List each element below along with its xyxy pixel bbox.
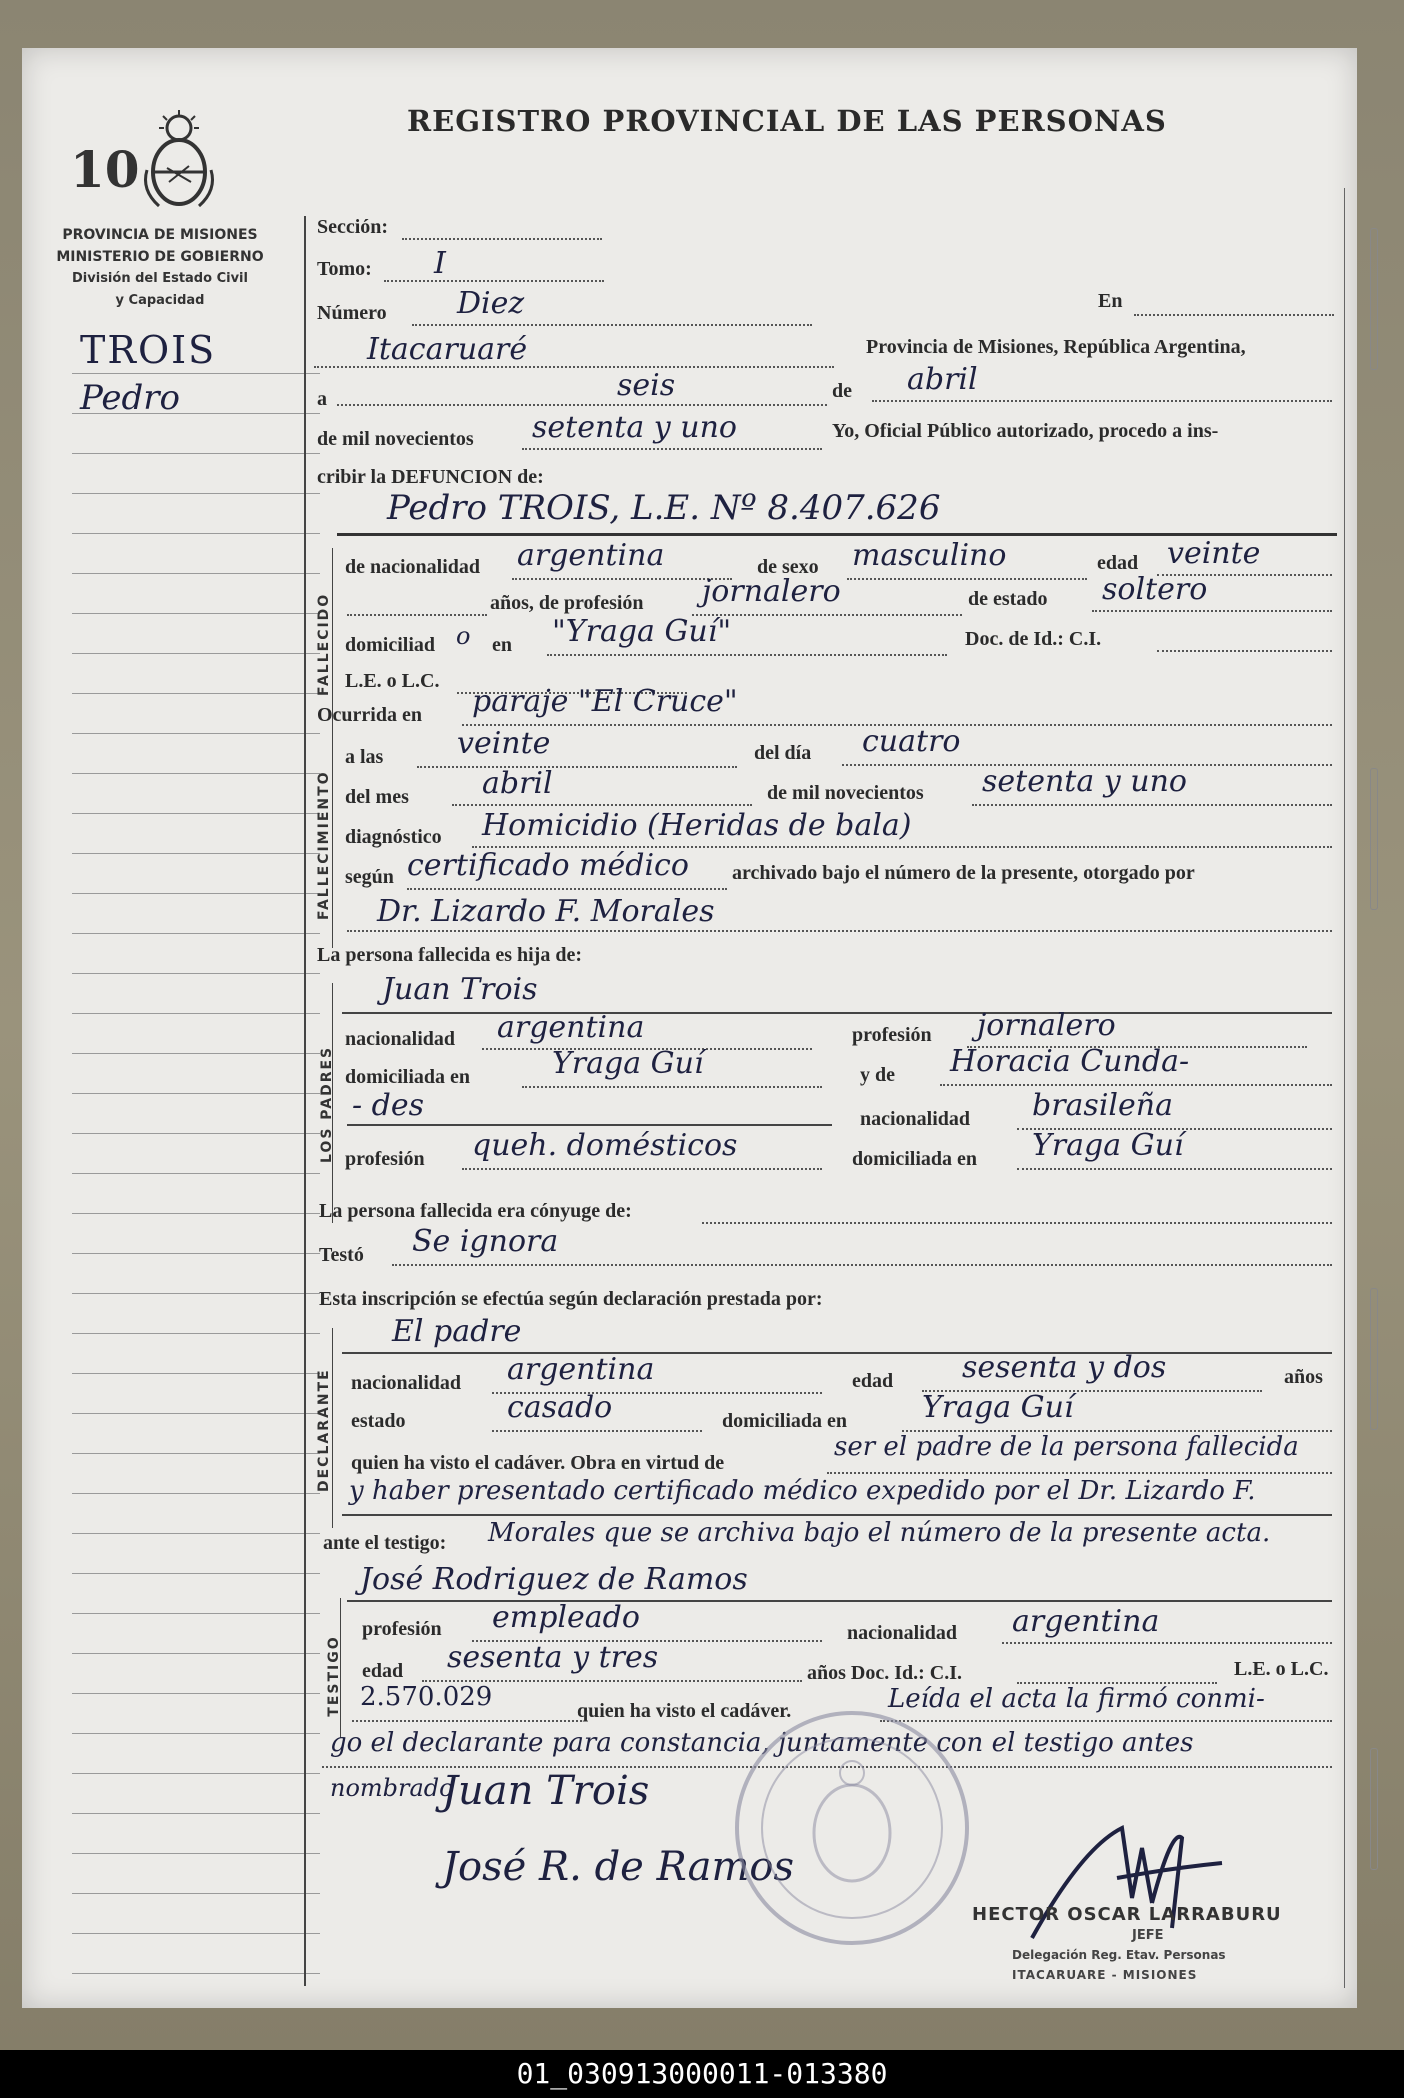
ocurrida-value: paraje "El Cruce" — [472, 684, 738, 719]
d-estado-label: estado — [351, 1410, 406, 1432]
a-label: a — [317, 388, 327, 410]
d-domiciliada-label: domiciliada en — [722, 1410, 848, 1432]
testigo-value: José Rodriguez de Ramos — [360, 1562, 748, 1597]
estado-value: soltero — [1102, 572, 1208, 607]
d-nacionalidad-value: argentina — [507, 1352, 655, 1387]
inscribir-label: cribir la DEFUNCION de: — [317, 466, 544, 488]
tomo-value: I — [434, 246, 446, 281]
testigo-label: ante el testigo: — [323, 1532, 447, 1554]
d-domicilio-value: Yraga Guí — [922, 1390, 1074, 1425]
ministry-line-3: División del Estado Civil — [72, 271, 248, 286]
seccion-label: Sección: — [317, 216, 389, 238]
binding-stitch — [1370, 1748, 1378, 1870]
p-domicilio-value: Yraga Guí — [552, 1046, 704, 1081]
ministry-line-4: y Capacidad — [115, 293, 205, 308]
domiciliado-label: domiciliad — [345, 634, 436, 656]
side-label-padres: LOS PADRES — [319, 1045, 335, 1163]
anio-value: setenta y uno — [532, 410, 737, 445]
madre-cont: - des — [352, 1088, 425, 1123]
t-profesion-label: profesión — [362, 1618, 442, 1640]
side-label-declarante: DECLARANTE — [316, 1368, 332, 1492]
diagnostico-label: diagnóstico — [345, 826, 442, 848]
d-edad-label: edad — [852, 1370, 894, 1392]
coat-of-arms-icon — [139, 110, 219, 210]
t-le-value: 2.570.029 — [360, 1682, 493, 1712]
domicilio-value: "Yraga Guí" — [552, 614, 732, 649]
d-edad-value: sesenta y dos — [962, 1350, 1167, 1385]
numero-value: Diez — [457, 286, 525, 321]
margin-surname: TROIS — [80, 328, 217, 372]
leida-line-2: go el declarante para constancia, juntamente con el testigo antes — [330, 1728, 1194, 1758]
ministry-line-2: MINISTERIO DE GOBIERNO — [56, 249, 264, 265]
medico-value: Dr. Lizardo F. Morales — [377, 894, 715, 929]
official-seal-icon — [722, 1698, 982, 1958]
t-nacionalidad-value: argentina — [1012, 1604, 1160, 1639]
visto-label: quien ha visto el cadáver. Obra en virtud de — [351, 1452, 725, 1474]
oficial-delegacion: Delegación Reg. Etav. Personas — [1012, 1948, 1226, 1962]
p-nacionalidad-label: nacionalidad — [345, 1028, 456, 1050]
oficial-nombre: HECTOR OSCAR LARRABURU — [972, 1904, 1282, 1925]
le-label: L.E. o L.C. — [345, 670, 440, 692]
anio-label: de mil novecientos — [317, 428, 474, 450]
padre-value: Juan Trois — [382, 972, 538, 1007]
fallecido-nombre: Pedro TROIS, L.E. Nº 8.407.626 — [387, 488, 941, 528]
hija-label: La persona fallecida es hija de: — [317, 944, 582, 966]
p-nacionalidad-value: argentina — [497, 1010, 645, 1045]
m-domicilio-value: Yraga Guí — [1032, 1128, 1184, 1163]
side-label-fallecimiento: FALLECIMIENTO — [316, 770, 332, 920]
nacionalidad-value: argentina — [517, 538, 665, 573]
ministry-block — [40, 224, 280, 312]
milnov-label: de mil novecientos — [767, 782, 924, 804]
side-label-fallecido: FALLECIDO — [316, 592, 332, 696]
leida-line-1: Leída el acta la firmó conmi- — [888, 1684, 1265, 1714]
anos-profesion-label: años, de profesión — [490, 592, 644, 614]
margin-name: Pedro — [80, 378, 180, 418]
page-title: REGISTRO PROVINCIAL DE LAS PERSONAS — [407, 104, 1167, 138]
p-profesion-value: jornalero — [977, 1008, 1116, 1043]
visto-value1: ser el padre de la persona fallecida — [834, 1432, 1299, 1462]
tomo-label: Tomo: — [317, 258, 372, 280]
y-de-label: y de — [860, 1064, 895, 1086]
t-le-label: L.E. o L.C. — [1234, 1658, 1329, 1680]
en-label: En — [1098, 290, 1123, 312]
t-nacionalidad-label: nacionalidad — [847, 1622, 958, 1644]
t-profesion-value: empleado — [492, 1600, 640, 1635]
visto-value2: y haber presentado certificado médico expedido por el Dr. Lizardo F. — [349, 1476, 1256, 1506]
de-label: de — [832, 380, 852, 402]
numero-label: Número — [317, 302, 387, 324]
m-domiciliada-label: domiciliada en — [852, 1148, 978, 1170]
diagnostico-value: Homicidio (Heridas de bala) — [482, 808, 912, 843]
page-number: 10 — [70, 140, 140, 199]
d-estado-value: casado — [507, 1390, 613, 1425]
segun-label: según — [345, 866, 394, 888]
ocurrida-label: Ocurrida en — [317, 704, 422, 726]
side-label-testigo: TESTIGO — [326, 1635, 342, 1717]
p-profesion-label: profesión — [852, 1024, 932, 1046]
dia-value: seis — [617, 368, 676, 403]
t-visto-label: quien ha visto el cadáver. — [577, 1700, 792, 1722]
lugar-value: Itacaruaré — [367, 332, 528, 367]
image-caption: 01_030913000011-013380 — [0, 2050, 1404, 2098]
alas-label: a las — [345, 746, 384, 768]
right-border — [1344, 188, 1345, 1988]
profesion-value: jornalero — [702, 574, 841, 609]
binding-stitch — [1370, 1288, 1378, 1430]
p-domiciliada-label: domiciliada en — [345, 1066, 471, 1088]
nacionalidad-label: de nacionalidad — [345, 556, 481, 578]
en2-label: en — [492, 634, 512, 656]
anio-fall-value: setenta y uno — [982, 764, 1187, 799]
testo-label: Testó — [319, 1244, 364, 1266]
madre-value: Horacia Cunda- — [950, 1044, 1190, 1079]
mes-fall-value: abril — [482, 766, 553, 801]
estado-label: de estado — [968, 588, 1048, 610]
t-edad-label: edad — [362, 1660, 404, 1682]
register-page — [22, 48, 1357, 2008]
archivado-label: archivado bajo el número de la presente, otorgado por — [732, 862, 1195, 884]
edad-label: edad — [1097, 552, 1139, 574]
d-anos-label: años — [1284, 1366, 1323, 1388]
mes-value: abril — [907, 362, 978, 397]
deldia-label: del día — [754, 742, 812, 764]
column-divider — [304, 216, 306, 1986]
firma-testigo: José R. de Ramos — [442, 1844, 794, 1890]
hora-value: veinte — [457, 726, 551, 761]
delmes-label: del mes — [345, 786, 409, 808]
provincia-label: Provincia de Misiones, República Argentina, — [866, 336, 1246, 358]
dia-fall-value: cuatro — [862, 724, 961, 759]
firma-padre: Juan Trois — [442, 1768, 650, 1814]
leida-line-3: nombrado — [330, 1774, 454, 1802]
oficial-cargo: JEFE — [1132, 1928, 1164, 1943]
declaracion-label: Esta inscripción se efectúa según declaración prestada por: — [319, 1288, 823, 1310]
m-nacionalidad-value: brasileña — [1032, 1088, 1173, 1123]
declarante-value: El padre — [392, 1314, 522, 1349]
m-profesion-value: queh. domésticos — [472, 1128, 738, 1163]
ministry-line-1: PROVINCIA DE MISIONES — [62, 227, 258, 243]
oficial-lugar: ITACARUARE - MISIONES — [1012, 1968, 1198, 1982]
binding-stitch — [1370, 768, 1378, 910]
testo-value: Se ignora — [412, 1224, 559, 1259]
m-profesion-label: profesión — [345, 1148, 425, 1170]
edad-value: veinte — [1167, 536, 1261, 571]
sexo-label: de sexo — [757, 556, 819, 578]
m-nacionalidad-label: nacionalidad — [860, 1108, 971, 1130]
t-doc-label: años Doc. Id.: C.I. — [807, 1662, 963, 1684]
oficial-label: Yo, Oficial Público autorizado, procedo a ins- — [832, 420, 1219, 442]
sexo-value: masculino — [852, 538, 1007, 573]
doc-label: Doc. de Id.: C.I. — [965, 628, 1102, 650]
domiciliado-suffix: o — [456, 622, 471, 650]
visto-value3: Morales que se archiva bajo el número de la presente acta. — [488, 1518, 1271, 1548]
binding-stitch — [1370, 228, 1378, 370]
t-edad-value: sesenta y tres — [447, 1640, 659, 1675]
conyuge-label: La persona fallecida era cónyuge de: — [319, 1200, 632, 1222]
d-nacionalidad-label: nacionalidad — [351, 1372, 462, 1394]
segun-value: certificado médico — [407, 848, 689, 883]
